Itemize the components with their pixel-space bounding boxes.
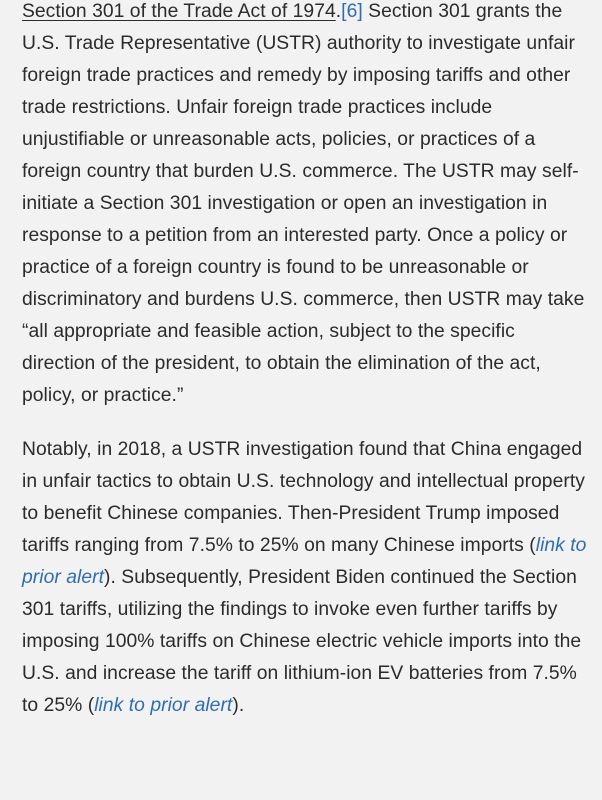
prior-alert-link-2[interactable]: link to prior alert xyxy=(94,695,233,716)
paragraph-china-tariffs xyxy=(22,434,588,722)
paragraph-section-301-text: Section 301 grants the U.S. Trade Representative (USTR) authority to investigate unfair foreign trade practices and remedy by imposing tariffs and other trade restrictions. Unfair foreign trade practices include unjustifiable or unreasonable acts, policies, or practices of a foreign country that burden U.S. commerce. The USTR may self-initiate a Section 301 investigation or open an investigation in response to a petition from an interested party. Once a policy or practice of a foreign country is found to be unreasonable or discriminatory and burdens U.S. commerce, then USTR may take “all appropriate and feasible action, subject to the specific direction of the president, to obtain the elimination of the act, policy, or practice.” xyxy=(22,1,585,406)
paragraph-china-text-3: ). xyxy=(232,695,245,716)
paragraph-china-text-1: Notably, in 2018, a USTR investigation found that China engaged in unfair tactics to obtain U.S. technology and intellectual property to benefit Chinese companies. Then-President Trump imposed tariffs ranging from 7.5% to 25% on many Chinese imports ( xyxy=(22,439,585,556)
footnote-6-link[interactable]: [6] xyxy=(341,1,363,22)
paragraph-china-text-2: ). Subsequently, President Biden continued the Section 301 tariffs, utilizing the findings to invoke even further tariffs by imposing 100% tariffs on Chinese electric vehicle imports into the U.S. and increase the tariff on lithium-ion EV batteries from 7.5% to 25% ( xyxy=(22,567,582,716)
statute-period: . xyxy=(335,1,342,22)
section-301-link[interactable]: Section 301 of the Trade Act of 1974 xyxy=(22,1,336,22)
paragraph-section-301 xyxy=(22,0,588,412)
article-body xyxy=(22,0,588,722)
prior-alert-link-1[interactable]: link to prior alert xyxy=(22,535,587,588)
